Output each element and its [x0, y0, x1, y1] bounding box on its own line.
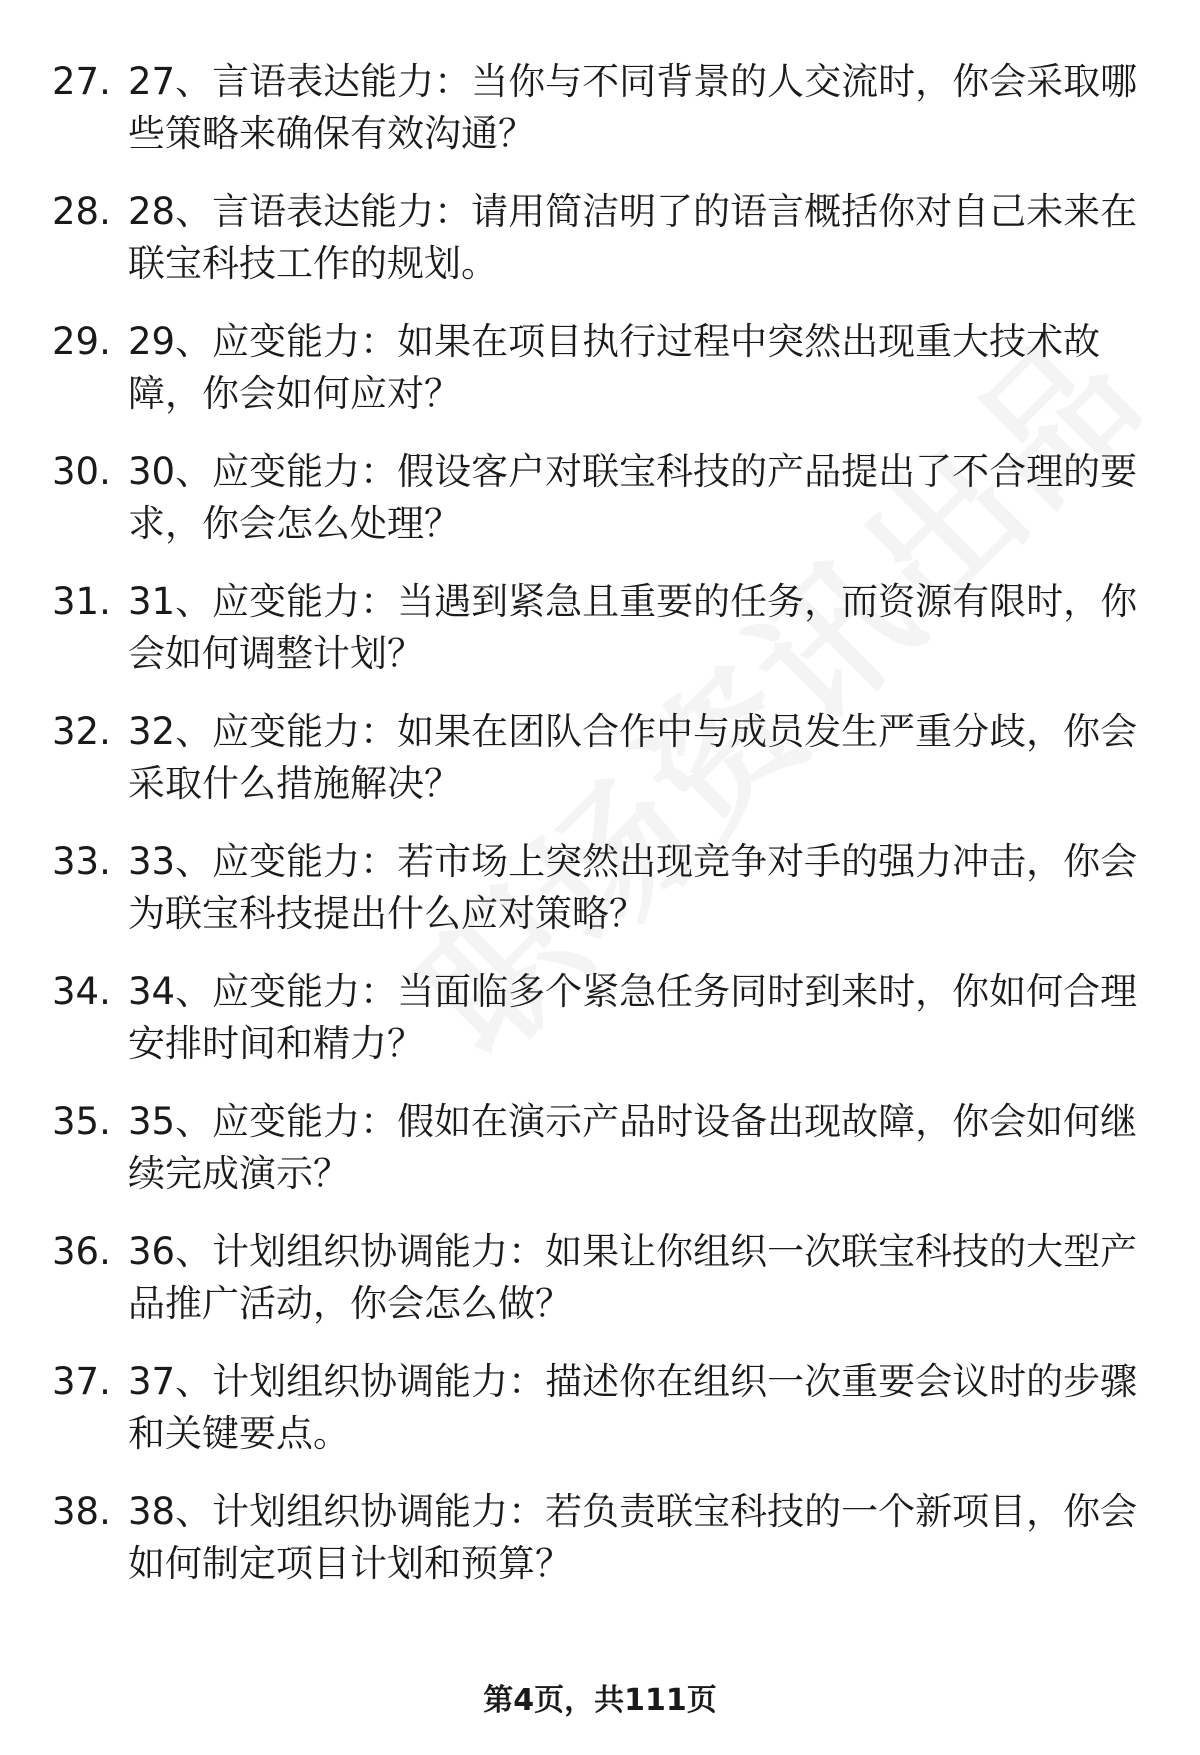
list-item	[52, 1096, 1152, 1200]
question-number: 36.	[52, 1230, 111, 1273]
question-text: 31、应变能力：当遇到紧急且重要的任务，而资源有限时，你会如何调整计划？	[128, 580, 1138, 675]
list-item	[52, 966, 1152, 1070]
question-number: 38.	[52, 1490, 111, 1533]
page-footer: 第4页，共111页	[483, 1683, 717, 1718]
question-number: 30.	[52, 450, 111, 493]
list-item	[52, 836, 1152, 940]
list-item	[52, 1226, 1152, 1330]
question-number: 28.	[52, 190, 111, 233]
question-text: 27、言语表达能力：当你与不同背景的人交流时，你会采取哪些策略来确保有效沟通？	[128, 60, 1138, 155]
question-text: 36、计划组织协调能力：如果让你组织一次联宝科技的大型产品推广活动，你会怎么做？	[128, 1230, 1138, 1325]
list-item	[52, 1356, 1152, 1460]
question-text: 37、计划组织协调能力：描述你在组织一次重要会议时的步骤和关键要点。	[128, 1360, 1138, 1455]
question-number: 35.	[52, 1100, 111, 1143]
list-item	[52, 706, 1152, 810]
question-number: 33.	[52, 840, 111, 883]
question-number: 27.	[52, 60, 111, 103]
question-number: 32.	[52, 710, 111, 753]
question-number: 31.	[52, 580, 111, 623]
question-number: 34.	[52, 970, 111, 1013]
question-text: 32、应变能力：如果在团队合作中与成员发生严重分歧，你会采取什么措施解决？	[128, 710, 1138, 805]
list-item	[52, 186, 1152, 290]
question-text: 34、应变能力：当面临多个紧急任务同时到来时，你如何合理安排时间和精力？	[128, 970, 1138, 1065]
question-text: 38、计划组织协调能力：若负责联宝科技的一个新项目，你会如何制定项目计划和预算？	[128, 1490, 1138, 1585]
list-item	[52, 56, 1152, 160]
question-text: 35、应变能力：假如在演示产品时设备出现故障，你会如何继续完成演示？	[128, 1100, 1138, 1195]
question-text: 29、应变能力：如果在项目执行过程中突然出现重大技术故障，你会如何应对？	[128, 320, 1101, 415]
list-item	[52, 316, 1152, 420]
question-number: 37.	[52, 1360, 111, 1403]
question-text: 28、言语表达能力：请用简洁明了的语言概括你对自己未来在联宝科技工作的规划。	[128, 190, 1138, 285]
question-text: 33、应变能力：若市场上突然出现竞争对手的强力冲击，你会为联宝科技提出什么应对策略？	[128, 840, 1138, 935]
question-number: 29.	[52, 320, 111, 363]
question-list	[52, 56, 1152, 1616]
list-item	[52, 1486, 1152, 1590]
list-item	[52, 446, 1152, 550]
question-text: 30、应变能力：假设客户对联宝科技的产品提出了不合理的要求，你会怎么处理？	[128, 450, 1138, 545]
list-item	[52, 576, 1152, 680]
